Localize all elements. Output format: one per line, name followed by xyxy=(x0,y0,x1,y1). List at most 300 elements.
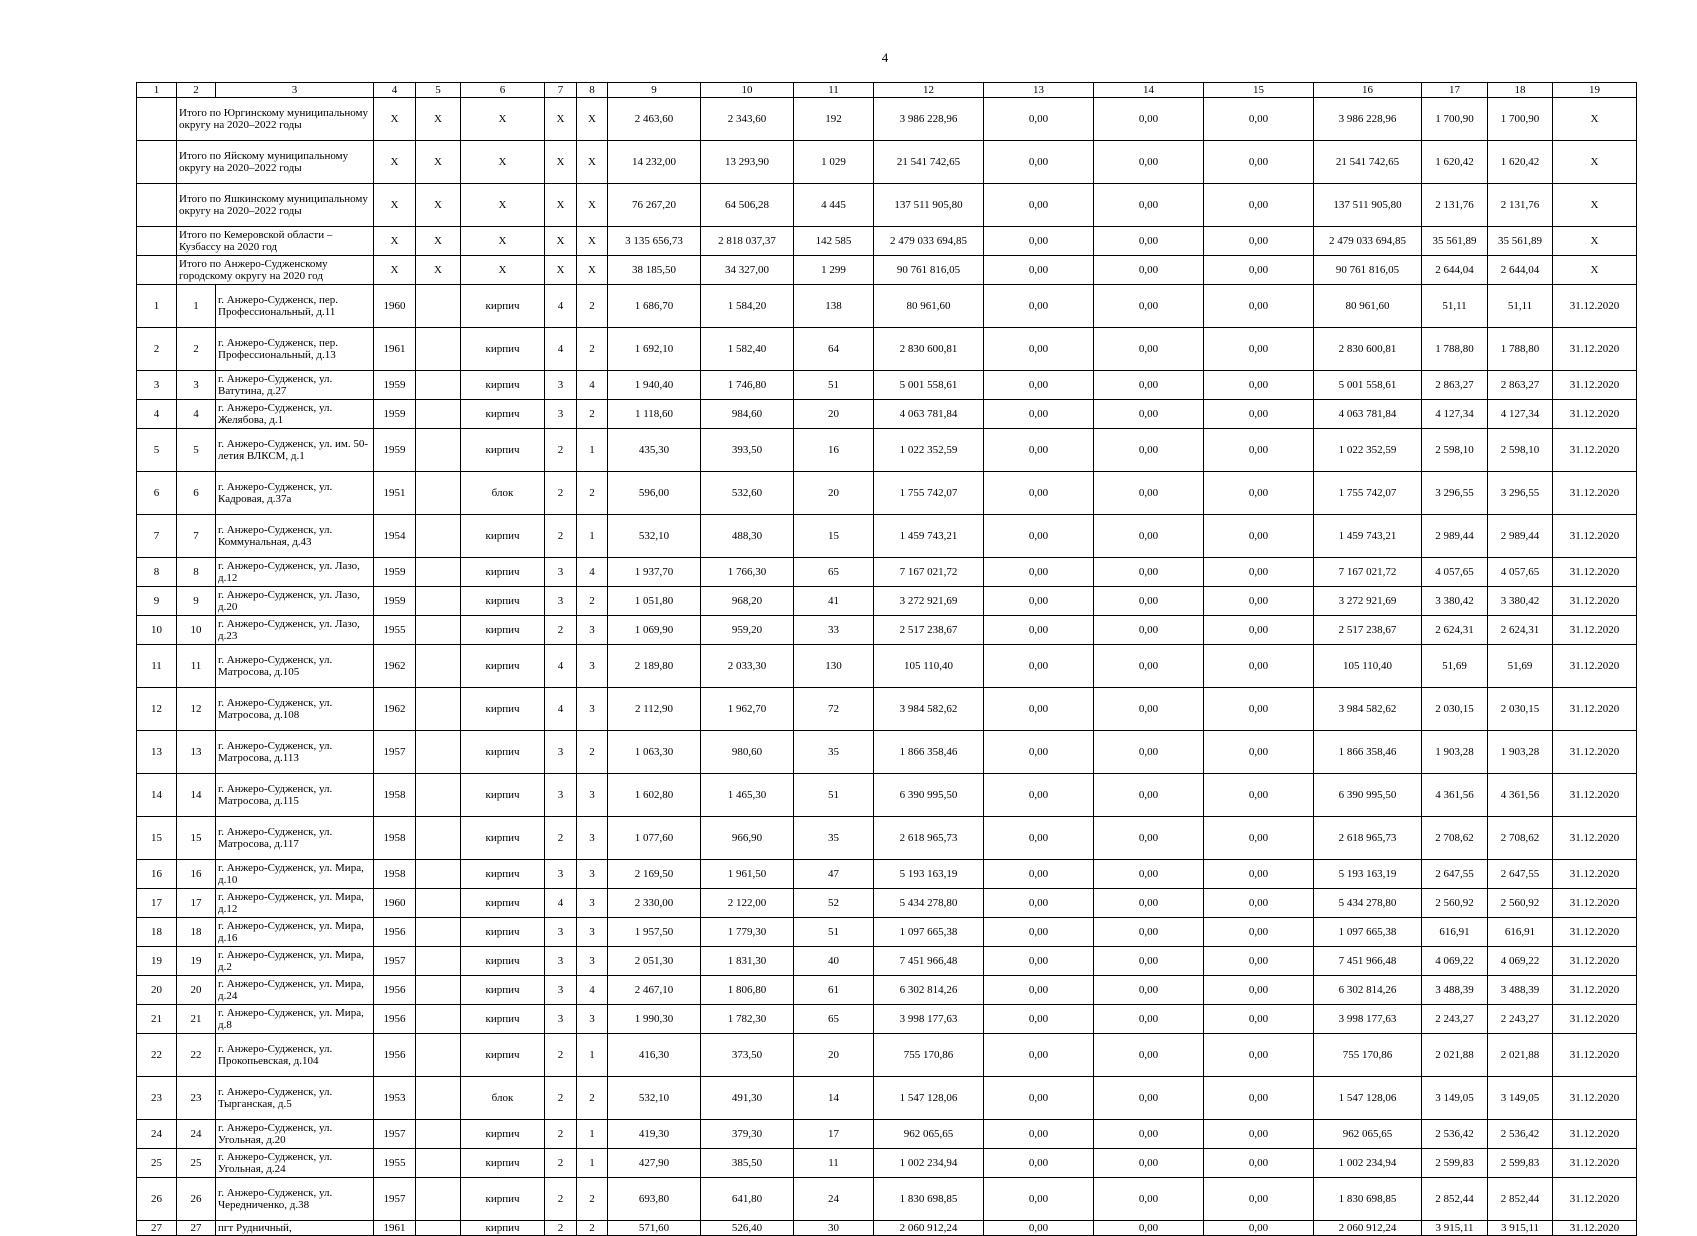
table-cell: 0,00 xyxy=(1204,688,1314,731)
column-header: 6 xyxy=(461,83,545,98)
table-cell: 0,00 xyxy=(1094,558,1204,587)
table-cell: 6 390 995,50 xyxy=(1314,774,1422,817)
table-row xyxy=(137,889,1637,918)
table-cell: 641,80 xyxy=(701,1178,794,1221)
table-cell: кирпич xyxy=(461,1005,545,1034)
table-cell: 2 624,31 xyxy=(1488,616,1553,645)
table-cell: 0,00 xyxy=(1094,976,1204,1005)
table-cell: 1959 xyxy=(374,558,416,587)
table-cell: 18 xyxy=(177,918,216,947)
table-cell: 1 830 698,85 xyxy=(1314,1178,1422,1221)
table-cell: X xyxy=(461,184,545,227)
table-cell: кирпич xyxy=(461,587,545,616)
table-cell: 31.12.2020 xyxy=(1553,515,1637,558)
table-cell xyxy=(416,1034,461,1077)
table-cell: 38 185,50 xyxy=(608,256,701,285)
table-cell: 3 135 656,73 xyxy=(608,227,701,256)
table-cell: 65 xyxy=(794,1005,874,1034)
table-cell: 1 620,42 xyxy=(1488,141,1553,184)
table-cell: 5 xyxy=(177,429,216,472)
table-cell: 1 063,30 xyxy=(608,731,701,774)
table-cell: 31.12.2020 xyxy=(1553,976,1637,1005)
table-cell: 0,00 xyxy=(1094,889,1204,918)
table-cell xyxy=(416,1221,461,1236)
table-cell: 31.12.2020 xyxy=(1553,371,1637,400)
table-cell: кирпич xyxy=(461,1120,545,1149)
table-cell: 31.12.2020 xyxy=(1553,1034,1637,1077)
table-cell: 4 xyxy=(545,889,577,918)
summary-row xyxy=(137,141,1637,184)
table-cell: 0,00 xyxy=(984,400,1094,429)
table-cell: 21 541 742,65 xyxy=(874,141,984,184)
table-cell: 7 xyxy=(137,515,177,558)
table-cell: кирпич xyxy=(461,774,545,817)
table-cell: 8 xyxy=(177,558,216,587)
table-cell: 0,00 xyxy=(1204,817,1314,860)
table-cell: 2 863,27 xyxy=(1422,371,1488,400)
table-cell: 1959 xyxy=(374,371,416,400)
table-row xyxy=(137,328,1637,371)
table-cell: кирпич xyxy=(461,918,545,947)
table-cell: 2 618 965,73 xyxy=(1314,817,1422,860)
table-row xyxy=(137,1221,1637,1236)
table-cell: 1 755 742,07 xyxy=(874,472,984,515)
table-cell xyxy=(416,429,461,472)
table-cell: 0,00 xyxy=(984,1005,1094,1034)
table-cell: 41 xyxy=(794,587,874,616)
table-cell: 3 998 177,63 xyxy=(1314,1005,1422,1034)
table-cell: 1 700,90 xyxy=(1488,98,1553,141)
table-cell: 35 xyxy=(794,817,874,860)
table-cell: 17 xyxy=(177,889,216,918)
table-cell: 0,00 xyxy=(1204,184,1314,227)
table-row xyxy=(137,976,1637,1005)
table-row xyxy=(137,587,1637,616)
address-cell: г. Анжеро-Судженск, ул. Матросова, д.105 xyxy=(216,645,374,688)
table-cell: 0,00 xyxy=(1204,1077,1314,1120)
table-cell: 4 xyxy=(137,400,177,429)
table-cell: 20 xyxy=(794,400,874,429)
table-cell: 980,60 xyxy=(701,731,794,774)
table-cell: 0,00 xyxy=(984,227,1094,256)
table-cell: 1 788,80 xyxy=(1422,328,1488,371)
table-cell: 0,00 xyxy=(984,328,1094,371)
table-cell: 31.12.2020 xyxy=(1553,817,1637,860)
table-cell: 1 700,90 xyxy=(1422,98,1488,141)
table-cell: 2 xyxy=(577,328,608,371)
table-cell xyxy=(416,889,461,918)
address-cell: г. Анжеро-Судженск, ул. Матросова, д.113 xyxy=(216,731,374,774)
table-cell: кирпич xyxy=(461,558,545,587)
table-cell: 11 xyxy=(137,645,177,688)
table-cell: 31.12.2020 xyxy=(1553,472,1637,515)
table-cell: 3 xyxy=(545,731,577,774)
table-cell xyxy=(416,616,461,645)
table-cell: X xyxy=(577,256,608,285)
table-cell: X xyxy=(545,141,577,184)
table-cell: 2 189,80 xyxy=(608,645,701,688)
table-cell: 26 xyxy=(137,1178,177,1221)
table-cell: 14 232,00 xyxy=(608,141,701,184)
address-cell: г. Анжеро-Судженск, ул. Коммунальная, д.43 xyxy=(216,515,374,558)
table-cell: 0,00 xyxy=(1094,429,1204,472)
table-cell: 80 961,60 xyxy=(1314,285,1422,328)
table-cell: 0,00 xyxy=(1094,256,1204,285)
table-cell: 3 xyxy=(137,371,177,400)
table-cell: 1 022 352,59 xyxy=(1314,429,1422,472)
address-cell: г. Анжеро-Судженск, ул. Угольная, д.24 xyxy=(216,1149,374,1178)
table-cell: 31.12.2020 xyxy=(1553,285,1637,328)
table-cell: 2 xyxy=(577,400,608,429)
table-cell: 0,00 xyxy=(1094,98,1204,141)
table-cell: 1957 xyxy=(374,1120,416,1149)
table-cell: 0,00 xyxy=(1094,1034,1204,1077)
table-cell: 1 547 128,06 xyxy=(874,1077,984,1120)
table-cell: X xyxy=(416,256,461,285)
table-cell: блок xyxy=(461,1077,545,1120)
table-cell: 31.12.2020 xyxy=(1553,1178,1637,1221)
table-cell: 31.12.2020 xyxy=(1553,688,1637,731)
table-cell: 0,00 xyxy=(1094,1149,1204,1178)
table-cell: 2 xyxy=(545,1077,577,1120)
table-cell: X xyxy=(374,98,416,141)
table-cell: 0,00 xyxy=(984,1077,1094,1120)
table-cell: 2 060 912,24 xyxy=(874,1221,984,1236)
table-cell: 3 986 228,96 xyxy=(1314,98,1422,141)
table-cell: 5 193 163,19 xyxy=(874,860,984,889)
table-cell: 3 915,11 xyxy=(1422,1221,1488,1236)
table-cell: 0,00 xyxy=(984,1034,1094,1077)
table-cell: 427,90 xyxy=(608,1149,701,1178)
housing-register-table xyxy=(136,82,1637,1236)
table-cell: 596,00 xyxy=(608,472,701,515)
table-cell: 755 170,86 xyxy=(1314,1034,1422,1077)
table-cell: X xyxy=(545,184,577,227)
table-cell: 22 xyxy=(137,1034,177,1077)
table-cell: 0,00 xyxy=(1094,400,1204,429)
table-cell: кирпич xyxy=(461,817,545,860)
table-cell: 0,00 xyxy=(984,616,1094,645)
table-cell: 0,00 xyxy=(1094,616,1204,645)
table-cell: 31.12.2020 xyxy=(1553,558,1637,587)
table-cell: 1 022 352,59 xyxy=(874,429,984,472)
table-row xyxy=(137,1005,1637,1034)
table-cell: 33 xyxy=(794,616,874,645)
table-cell: 3 xyxy=(545,371,577,400)
empty-cell xyxy=(137,184,177,227)
table-cell: 2 030,15 xyxy=(1488,688,1553,731)
table-cell: 1 xyxy=(177,285,216,328)
table-cell: 966,90 xyxy=(701,817,794,860)
table-row xyxy=(137,515,1637,558)
table-cell: 2 479 033 694,85 xyxy=(1314,227,1422,256)
table-cell: 5 434 278,80 xyxy=(874,889,984,918)
table-row xyxy=(137,947,1637,976)
table-cell xyxy=(416,587,461,616)
address-cell: г. Анжеро-Судженск, ул. Мира, д.10 xyxy=(216,860,374,889)
table-cell: 2 xyxy=(545,472,577,515)
table-cell: 0,00 xyxy=(1204,1120,1314,1149)
table-cell: 0,00 xyxy=(1094,328,1204,371)
table-cell: 0,00 xyxy=(1204,976,1314,1005)
table-cell xyxy=(416,1149,461,1178)
table-cell: X xyxy=(577,184,608,227)
table-cell: 14 xyxy=(177,774,216,817)
table-cell: 3 380,42 xyxy=(1488,587,1553,616)
table-cell: 0,00 xyxy=(1204,256,1314,285)
empty-cell xyxy=(137,141,177,184)
table-cell: 35 xyxy=(794,731,874,774)
table-cell: 31.12.2020 xyxy=(1553,947,1637,976)
table-cell: 19 xyxy=(137,947,177,976)
table-cell: 130 xyxy=(794,645,874,688)
table-cell: 0,00 xyxy=(1094,587,1204,616)
table-cell: 10 xyxy=(137,616,177,645)
table-cell: 0,00 xyxy=(1094,645,1204,688)
table-cell: 0,00 xyxy=(1094,817,1204,860)
table-cell: 1951 xyxy=(374,472,416,515)
table-cell: 0,00 xyxy=(984,515,1094,558)
table-row xyxy=(137,918,1637,947)
summary-row xyxy=(137,98,1637,141)
table-cell: 0,00 xyxy=(1204,98,1314,141)
table-cell: кирпич xyxy=(461,976,545,1005)
table-cell: 3 xyxy=(545,976,577,1005)
column-header: 12 xyxy=(874,83,984,98)
address-cell: г. Анжеро-Судженск, ул. Лазо, д.12 xyxy=(216,558,374,587)
table-cell: 1 788,80 xyxy=(1488,328,1553,371)
table-cell: 1 459 743,21 xyxy=(1314,515,1422,558)
table-cell: 0,00 xyxy=(1204,889,1314,918)
table-cell: 31.12.2020 xyxy=(1553,328,1637,371)
table-cell: 0,00 xyxy=(1204,429,1314,472)
table-cell: 23 xyxy=(177,1077,216,1120)
table-cell: 31.12.2020 xyxy=(1553,918,1637,947)
table-cell: 90 761 816,05 xyxy=(1314,256,1422,285)
table-cell: 137 511 905,80 xyxy=(874,184,984,227)
table-cell: 0,00 xyxy=(1094,918,1204,947)
table-cell: 416,30 xyxy=(608,1034,701,1077)
table-cell: 2 131,76 xyxy=(1422,184,1488,227)
table-cell: кирпич xyxy=(461,860,545,889)
table-cell: 3 xyxy=(177,371,216,400)
table-cell: 11 xyxy=(794,1149,874,1178)
table-cell: 4 361,56 xyxy=(1488,774,1553,817)
table-cell: 0,00 xyxy=(984,184,1094,227)
table-cell: 2 xyxy=(545,1120,577,1149)
table-cell: 7 451 966,48 xyxy=(874,947,984,976)
column-header: 1 xyxy=(137,83,177,98)
table-cell: 2 030,15 xyxy=(1422,688,1488,731)
table-cell xyxy=(416,472,461,515)
table-cell: 1 069,90 xyxy=(608,616,701,645)
table-cell: 0,00 xyxy=(984,645,1094,688)
table-cell: 105 110,40 xyxy=(874,645,984,688)
table-cell: 13 xyxy=(137,731,177,774)
table-cell: 31.12.2020 xyxy=(1553,1077,1637,1120)
table-cell: 2 708,62 xyxy=(1488,817,1553,860)
table-cell: 5 193 163,19 xyxy=(1314,860,1422,889)
table-cell: 16 xyxy=(177,860,216,889)
table-cell: 2 xyxy=(545,817,577,860)
table-row xyxy=(137,774,1637,817)
table-cell: 2 033,30 xyxy=(701,645,794,688)
table-cell: кирпич xyxy=(461,731,545,774)
table-cell: 31.12.2020 xyxy=(1553,429,1637,472)
table-cell: 1 584,20 xyxy=(701,285,794,328)
table-cell: 27 xyxy=(177,1221,216,1236)
table-cell: 0,00 xyxy=(1204,227,1314,256)
table-cell: 1 903,28 xyxy=(1488,731,1553,774)
table-cell: 2 xyxy=(545,616,577,645)
table-cell: кирпич xyxy=(461,889,545,918)
table-cell: 571,60 xyxy=(608,1221,701,1236)
table-cell: 3 xyxy=(577,774,608,817)
table-cell: 379,30 xyxy=(701,1120,794,1149)
table-cell: X xyxy=(416,141,461,184)
table-cell: 1957 xyxy=(374,947,416,976)
table-cell: 21 xyxy=(177,1005,216,1034)
table-cell: 1955 xyxy=(374,1149,416,1178)
table-cell: 1956 xyxy=(374,918,416,947)
table-cell: 488,30 xyxy=(701,515,794,558)
table-cell: 1 097 665,38 xyxy=(874,918,984,947)
table-cell: 105 110,40 xyxy=(1314,645,1422,688)
table-cell: 1 830 698,85 xyxy=(874,1178,984,1221)
table-cell: 4 xyxy=(177,400,216,429)
table-cell: 11 xyxy=(177,645,216,688)
table-cell: 1 866 358,46 xyxy=(874,731,984,774)
summary-label: Итого по Яшкинскому муниципальному округу на 2020–2022 годы xyxy=(177,184,374,227)
table-cell: 1 582,40 xyxy=(701,328,794,371)
table-cell: 3 296,55 xyxy=(1488,472,1553,515)
table-cell: 1 097 665,38 xyxy=(1314,918,1422,947)
address-cell: г. Анжеро-Судженск, ул. Матросова, д.117 xyxy=(216,817,374,860)
table-cell: 4 445 xyxy=(794,184,874,227)
table-cell: 616,91 xyxy=(1488,918,1553,947)
table-cell: кирпич xyxy=(461,1221,545,1236)
column-header: 16 xyxy=(1314,83,1422,98)
table-cell: 3 xyxy=(577,616,608,645)
table-cell: 51 xyxy=(794,774,874,817)
table-cell: 1960 xyxy=(374,285,416,328)
table-cell: 3 xyxy=(545,860,577,889)
table-cell: 1 051,80 xyxy=(608,587,701,616)
table-cell: 25 xyxy=(177,1149,216,1178)
table-cell: 2 818 037,37 xyxy=(701,227,794,256)
table-cell: 2 112,90 xyxy=(608,688,701,731)
table-cell xyxy=(416,1005,461,1034)
table-cell: 3 915,11 xyxy=(1488,1221,1553,1236)
table-cell: 1962 xyxy=(374,645,416,688)
table-cell: 40 xyxy=(794,947,874,976)
table-cell: 2 131,76 xyxy=(1488,184,1553,227)
table-cell: 0,00 xyxy=(1094,1120,1204,1149)
table-row xyxy=(137,285,1637,328)
table-cell: 3 xyxy=(577,947,608,976)
table-cell: X xyxy=(1553,184,1637,227)
column-header: 3 xyxy=(216,83,374,98)
table-cell: 2 xyxy=(577,1221,608,1236)
table-cell: 0,00 xyxy=(1204,587,1314,616)
table-cell: 1 782,30 xyxy=(701,1005,794,1034)
table-cell: 3 xyxy=(577,817,608,860)
address-cell: г. Анжеро-Судженск, ул. Тырганская, д.5 xyxy=(216,1077,374,1120)
table-cell: 31.12.2020 xyxy=(1553,1120,1637,1149)
table-cell: 0,00 xyxy=(1094,1005,1204,1034)
address-cell: г. Анжеро-Судженск, ул. Желябова, д.1 xyxy=(216,400,374,429)
table-cell: 2 536,42 xyxy=(1422,1120,1488,1149)
table-cell: 1 465,30 xyxy=(701,774,794,817)
table-row xyxy=(137,371,1637,400)
table-cell: 2 647,55 xyxy=(1422,860,1488,889)
table-cell: 31.12.2020 xyxy=(1553,645,1637,688)
table-cell: 3 xyxy=(545,947,577,976)
table-cell: 0,00 xyxy=(1094,184,1204,227)
table-cell: 0,00 xyxy=(984,1221,1094,1236)
column-header: 17 xyxy=(1422,83,1488,98)
table-row xyxy=(137,731,1637,774)
table-cell: 1 029 xyxy=(794,141,874,184)
table-row xyxy=(137,1034,1637,1077)
table-cell: X xyxy=(461,256,545,285)
table-cell: 65 xyxy=(794,558,874,587)
table-cell: кирпич xyxy=(461,515,545,558)
table-cell: 23 xyxy=(137,1077,177,1120)
table-cell: 3 149,05 xyxy=(1488,1077,1553,1120)
table-cell: 1 xyxy=(577,1034,608,1077)
address-cell: г. Анжеро-Судженск, ул. Мира, д.24 xyxy=(216,976,374,1005)
table-cell: 2 xyxy=(545,429,577,472)
table-cell: 2 051,30 xyxy=(608,947,701,976)
table-cell: 1956 xyxy=(374,1034,416,1077)
table-cell: 1 940,40 xyxy=(608,371,701,400)
table-cell: 31.12.2020 xyxy=(1553,774,1637,817)
table-cell: 0,00 xyxy=(1094,285,1204,328)
table-cell: X xyxy=(374,227,416,256)
table-cell: 0,00 xyxy=(984,817,1094,860)
table-cell: 0,00 xyxy=(984,429,1094,472)
table-cell xyxy=(416,558,461,587)
table-cell: 142 585 xyxy=(794,227,874,256)
table-cell: 3 380,42 xyxy=(1422,587,1488,616)
table-cell: 2 644,04 xyxy=(1422,256,1488,285)
table-cell: 4 xyxy=(545,285,577,328)
table-cell: 3 xyxy=(545,774,577,817)
table-row xyxy=(137,1120,1637,1149)
table-cell: 616,91 xyxy=(1422,918,1488,947)
table-cell: 3 xyxy=(545,1005,577,1034)
table-cell: 1 118,60 xyxy=(608,400,701,429)
table-cell xyxy=(416,400,461,429)
table-cell: 0,00 xyxy=(1204,472,1314,515)
table-cell: 2 598,10 xyxy=(1422,429,1488,472)
table-cell: 19 xyxy=(177,947,216,976)
table-cell: 3 272 921,69 xyxy=(874,587,984,616)
table-cell: 4 069,22 xyxy=(1422,947,1488,976)
table-cell xyxy=(416,515,461,558)
table-cell: 13 293,90 xyxy=(701,141,794,184)
table-cell: 435,30 xyxy=(608,429,701,472)
table-cell: 2 021,88 xyxy=(1488,1034,1553,1077)
table-cell: 2 169,50 xyxy=(608,860,701,889)
table-cell: кирпич xyxy=(461,285,545,328)
table-row xyxy=(137,429,1637,472)
column-header: 11 xyxy=(794,83,874,98)
table-cell: кирпич xyxy=(461,400,545,429)
table-cell: 2 xyxy=(577,587,608,616)
table-row xyxy=(137,1149,1637,1178)
